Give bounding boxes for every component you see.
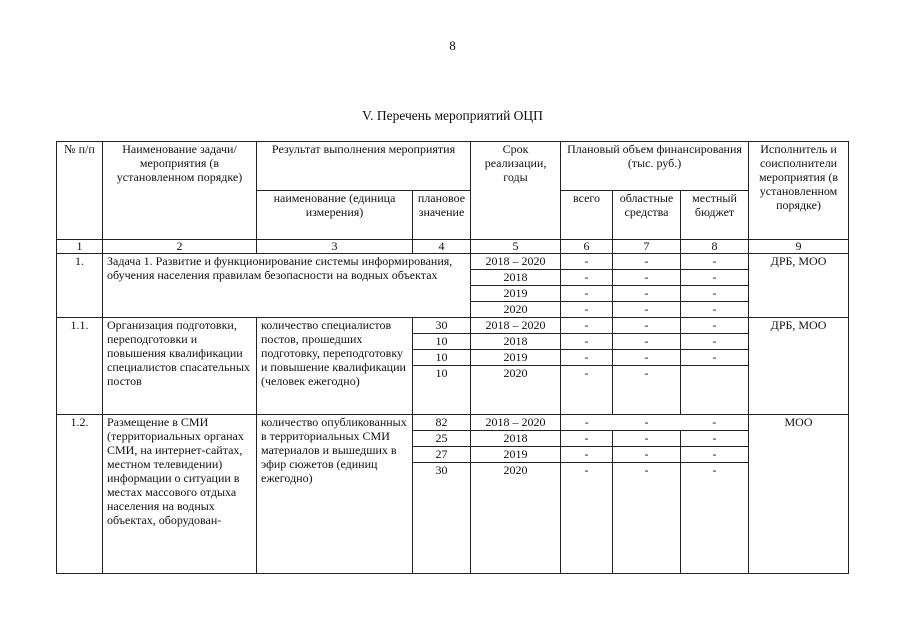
period-cell: 2018 <box>471 431 561 447</box>
fin-local-cell: - <box>681 431 749 447</box>
column-number: 6 <box>561 240 613 254</box>
section-title: V. Перечень мероприятий ОЦП <box>362 108 543 123</box>
period-cell: 2018 – 2020 <box>471 415 561 431</box>
header-financing: Плановый объем финансирования (тыс. руб.) <box>561 142 749 191</box>
header-result: Результат выполнения мероприятия <box>257 142 471 191</box>
executor-cell: ДРБ, МОО <box>749 318 849 415</box>
column-numbers-row <box>57 240 849 254</box>
measure-name: Организация подготовки, переподготовки и повышения квалификации специалистов спасательных постов <box>103 318 257 415</box>
period-cell: 2020 <box>471 463 561 574</box>
fin-total-cell: - <box>561 350 613 366</box>
plan-value-cell: 27 <box>413 447 471 463</box>
fin-total-cell: - <box>561 270 613 286</box>
period-cell: 2018 <box>471 334 561 350</box>
fin-local-cell: - <box>681 350 749 366</box>
fin-total-cell: - <box>561 286 613 302</box>
column-number: 5 <box>471 240 561 254</box>
fin-total-cell: - <box>561 463 613 574</box>
column-number: 2 <box>103 240 257 254</box>
fin-total-cell: - <box>561 302 613 318</box>
period-cell: 2019 <box>471 350 561 366</box>
fin-local-cell: - <box>681 415 749 431</box>
fin-local-cell: - <box>681 318 749 334</box>
column-number: 4 <box>413 240 471 254</box>
header-fin-total: всего <box>561 191 613 240</box>
measures-table <box>56 141 849 574</box>
fin-local-cell: - <box>681 270 749 286</box>
plan-value-cell: 10 <box>413 366 471 415</box>
column-number: 8 <box>681 240 749 254</box>
fin-regional-cell: - <box>613 350 681 366</box>
header-fin-local: местный бюджет <box>681 191 749 240</box>
period-cell: 2020 <box>471 302 561 318</box>
header-result-name: наименование (единица измерения) <box>257 191 413 240</box>
fin-regional-cell: - <box>613 270 681 286</box>
fin-local-cell: - <box>681 286 749 302</box>
column-number: 3 <box>257 240 413 254</box>
period-cell: 2018 <box>471 270 561 286</box>
period-cell: 2020 <box>471 366 561 415</box>
fin-local-cell <box>681 366 749 415</box>
header-period: Срок реализации, годы <box>471 142 561 240</box>
measure-name: Размещение в СМИ (территориальных органах СМИ, на интернет-сайтах, местном телевидении) информации о ситуации в местах массового отдыха населения на водных объектах, оборудован- <box>103 415 257 574</box>
fin-local-cell: - <box>681 334 749 350</box>
header-executor: Исполнитель и соисполнители мероприятия (в установленном порядке) <box>749 142 849 240</box>
header-row-1 <box>57 142 849 191</box>
header-fin-regional: областные средства <box>613 191 681 240</box>
header-num: № п/п <box>57 142 103 240</box>
plan-value-cell: 30 <box>413 318 471 334</box>
fin-regional-cell: - <box>613 431 681 447</box>
period-cell: 2018 – 2020 <box>471 318 561 334</box>
plan-value-cell: 10 <box>413 334 471 350</box>
table-row <box>57 254 849 270</box>
period-cell: 2019 <box>471 286 561 302</box>
fin-total-cell: - <box>561 318 613 334</box>
column-number: 1 <box>57 240 103 254</box>
plan-value-cell: 10 <box>413 350 471 366</box>
fin-total-cell: - <box>561 415 613 431</box>
executor-cell: МОО <box>749 415 849 574</box>
fin-regional-cell: - <box>613 302 681 318</box>
column-number: 7 <box>613 240 681 254</box>
fin-regional-cell: - <box>613 334 681 350</box>
page-number: 8 <box>449 38 456 53</box>
row-num: 1.1. <box>57 318 103 415</box>
row-num: 1.2. <box>57 415 103 574</box>
plan-value-cell: 82 <box>413 415 471 431</box>
fin-total-cell: - <box>561 254 613 270</box>
fin-total-cell: - <box>561 431 613 447</box>
executor-cell: ДРБ, МОО <box>749 254 849 318</box>
period-cell: 2018 – 2020 <box>471 254 561 270</box>
fin-regional-cell: - <box>613 463 681 574</box>
plan-value-cell: 30 <box>413 463 471 574</box>
fin-regional-cell: - <box>613 415 681 431</box>
fin-total-cell: - <box>561 366 613 415</box>
column-number: 9 <box>749 240 849 254</box>
table-row <box>57 318 849 334</box>
fin-regional-cell: - <box>613 318 681 334</box>
result-name: количество специалистов постов, прошедших подготовку, переподготовку и повышение квалификации (человек ежегодно) <box>257 318 413 415</box>
fin-regional-cell: - <box>613 447 681 463</box>
fin-local-cell: - <box>681 254 749 270</box>
task-name: Задача 1. Развитие и функционирование системы информирования, обучения населения правилам безопасности на водных объектах <box>103 254 471 318</box>
row-num: 1. <box>57 254 103 318</box>
fin-local-cell: - <box>681 302 749 318</box>
fin-total-cell: - <box>561 334 613 350</box>
fin-local-cell: - <box>681 447 749 463</box>
header-result-plan: плановое значение <box>413 191 471 240</box>
fin-total-cell: - <box>561 447 613 463</box>
table-row <box>57 415 849 431</box>
result-name: количество опубликованных в территориальных СМИ материалов и вышедших в эфир сюжетов (единиц ежегодно) <box>257 415 413 574</box>
fin-regional-cell: - <box>613 366 681 415</box>
fin-local-cell: - <box>681 463 749 574</box>
fin-regional-cell: - <box>613 254 681 270</box>
header-name: Наименование задачи/мероприятия (в установленном порядке) <box>103 142 257 240</box>
plan-value-cell: 25 <box>413 431 471 447</box>
fin-regional-cell: - <box>613 286 681 302</box>
period-cell: 2019 <box>471 447 561 463</box>
